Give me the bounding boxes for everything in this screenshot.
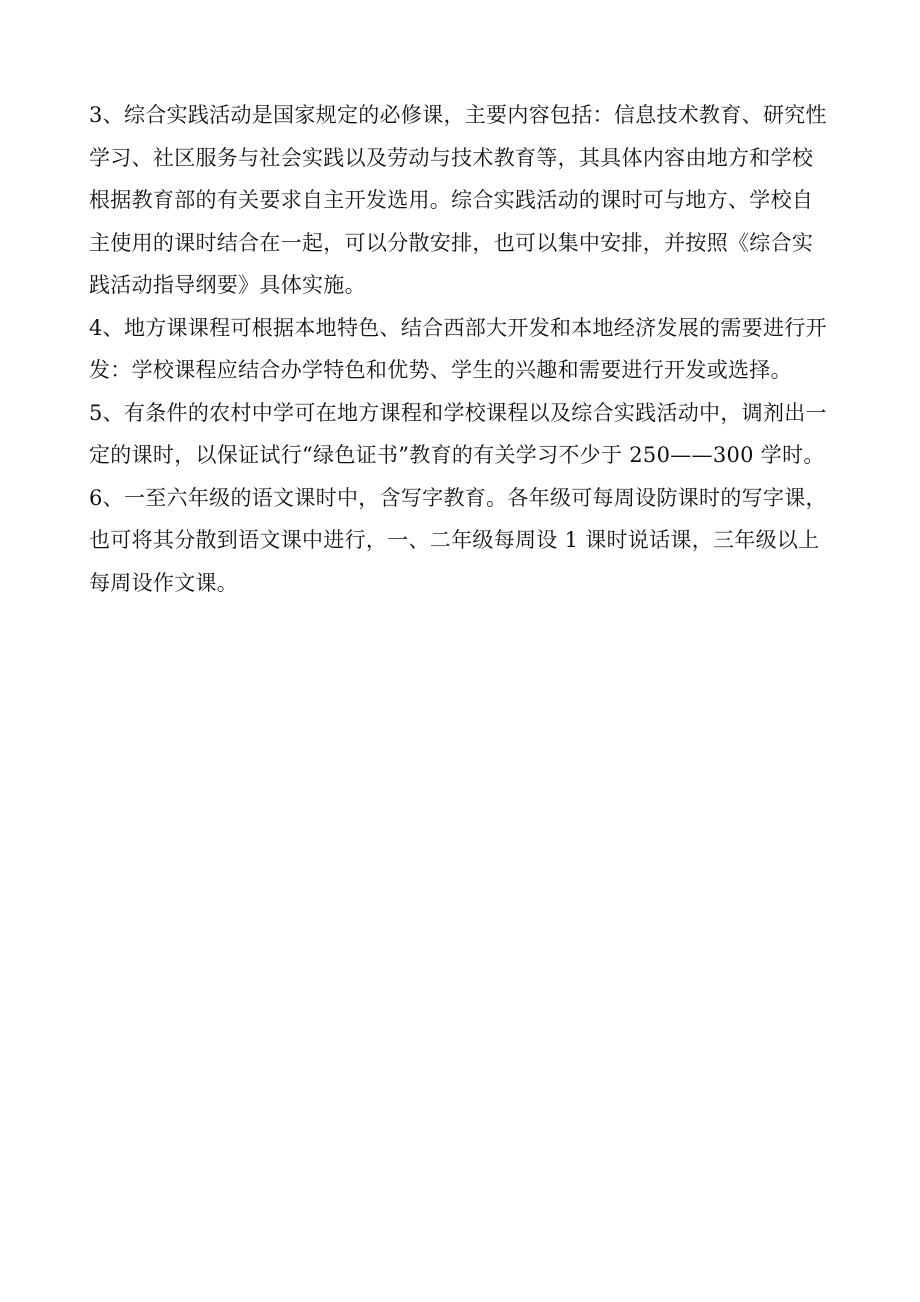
paragraph-line: 发：学校课程应结合办学特色和优势、学生的兴趣和需要进行开发或选择。 [89, 358, 792, 382]
paragraph-line: 定的课时，以保证试行“绿色证书”教育的有关学习不少于 250——300 学时。 [89, 443, 825, 467]
paragraph-3 [89, 94, 833, 307]
paragraph-line: 践活动指导纲要》具体实施。 [89, 273, 366, 297]
paragraph-line: 主使用的课时结合在一起，可以分散安排，也可以集中安排，并按照《综合实 [89, 230, 814, 255]
paragraph-line: 4、地方课课程可根据本地特色、结合西部大开发和本地经济发展的需要进行开 [89, 315, 827, 340]
paragraph-4 [89, 307, 833, 392]
document-body [89, 94, 833, 604]
paragraph-line: 学习、社区服务与社会实践以及劳动与技术教育等，其具体内容由地方和学校 [89, 145, 814, 170]
paragraph-line: 每周设作文课。 [89, 570, 239, 595]
paragraph-line: 6、一至六年级的语文课时中，含写字教育。各年级可每周设防课时的写字课， [89, 485, 827, 510]
paragraph-5 [89, 392, 833, 477]
paragraph-line: 5、有条件的农村中学可在地方课程和学校课程以及综合实践活动中，调剂出一 [89, 400, 827, 425]
paragraph-line: 3、综合实践活动是国家规定的必修课，主要内容包括：信息技术教育、研究性 [89, 103, 827, 127]
paragraph-line: 根据教育部的有关要求自主开发选用。综合实践活动的课时可与地方、学校自 [89, 188, 814, 212]
paragraph-6 [89, 477, 833, 605]
paragraph-line: 也可将其分散到语文课中进行，一、二年级每周设 1 课时说话课，三年级以上 [89, 528, 820, 552]
